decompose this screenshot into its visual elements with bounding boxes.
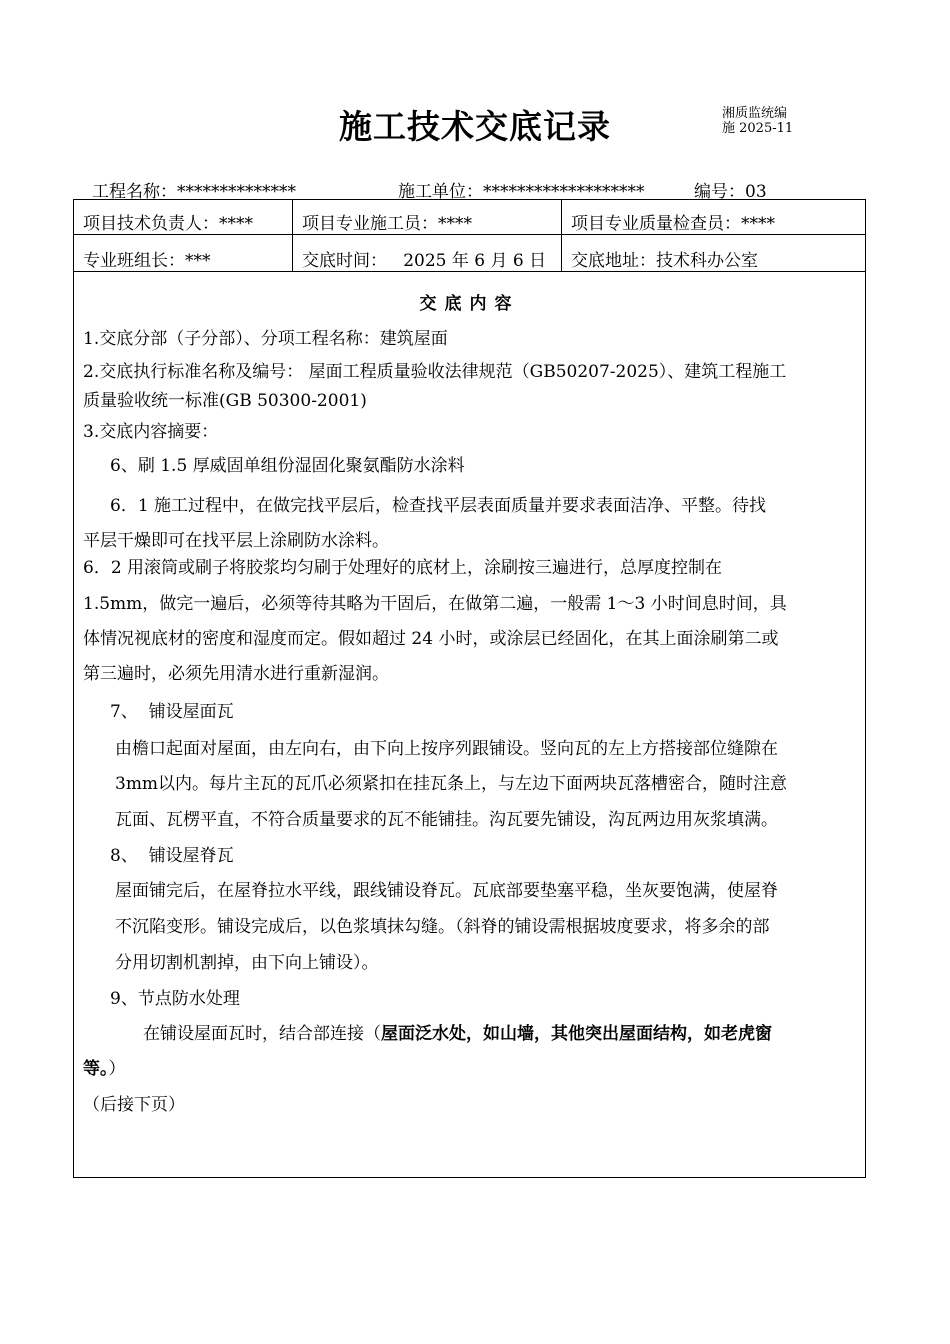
document-title: 施工技术交底记录: [339, 107, 611, 146]
briefing-date: 交底时间： 2025 年 6 月 6 日: [302, 251, 547, 271]
form-code-line1: 湘质监统编: [722, 106, 788, 121]
row-divider: [74, 234, 865, 235]
record-table: [73, 199, 866, 1178]
section-6-2-line-3: 体情况视底材的密度和湿度而定。假如超过 24 小时，或涂层已经固化，在其上面涂刷第二或: [83, 629, 779, 649]
item-2-line-1: 2.交底执行标准名称及编号： 屋面工程质量验收法律规范（GB50207-2025）、建筑工程施工: [83, 362, 787, 382]
item-3: 3.交底内容摘要：: [83, 422, 219, 442]
section-9-line-2: [83, 1054, 126, 1079]
row-divider: [74, 271, 865, 272]
section-7-title: 7、 铺设屋面瓦: [110, 702, 234, 722]
content-heading: 交底内容: [419, 294, 520, 314]
section-7-line-1: 由檐口起面对屋面，由左向右，由下向上按序列跟铺设。竖向瓦的左上方搭接部位缝隙在: [115, 739, 778, 759]
section-6-2-line-1: 6．2 用滚筒或刷子将胶浆均匀刷于处理好的底材上，涂刷按三遍进行，总厚度控制在: [83, 558, 723, 578]
site-engineer: 项目专业施工员：****: [302, 214, 472, 234]
record-number: 编号：03: [694, 182, 767, 202]
form-code-line2: 施 2025-11: [722, 121, 794, 136]
construction-unit: 施工单位：*******************: [398, 182, 645, 202]
section-9-line-1: [143, 1019, 772, 1044]
section-9-title: 9、节点防水处理: [110, 989, 240, 1009]
section-7-line-2: 3mm以内。每片主瓦的瓦爪必须紧扣在挂瓦条上，与左边下面两块瓦落槽密合，随时注意: [115, 774, 788, 794]
quality-inspector: 项目专业质量检查员：****: [571, 214, 775, 234]
section-6-1-line-1: 6．1 施工过程中，在做完找平层后，检查找平层表面质量并要求表面洁净、平整。待找: [110, 496, 767, 516]
section-6-2-line-4: 第三遍时，必须先用清水进行重新湿润。: [83, 664, 389, 684]
section-8-line-2: 不沉陷变形。铺设完成后，以色浆填抹勾缝。（斜脊的铺设需根据坡度要求，将多余的部: [115, 917, 770, 937]
section-6-title: 6、刷 1.5 厚威固单组份湿固化聚氨酯防水涂料: [110, 456, 465, 476]
section-8-line-3: 分用切割机割掉，由下向上铺设）。: [115, 953, 379, 973]
section-8-title: 8、 铺设屋脊瓦: [110, 846, 234, 866]
column-divider: [561, 200, 562, 271]
form-code: [722, 106, 793, 136]
briefing-location: 交底地址：技术科办公室: [571, 251, 758, 271]
continued-note: （后接下页）: [83, 1095, 185, 1115]
project-name: 工程名称：**************: [92, 182, 296, 202]
section-6-1-line-2: 平层干燥即可在找平层上涂刷防水涂料。: [83, 531, 389, 551]
section-9-line-1-emphasis: 屋面泛水处，如山墙，其他突出屋面结构，如老虎窗: [381, 1024, 772, 1044]
section-8-line-1: 屋面铺完后，在屋脊拉水平线，跟线铺设脊瓦。瓦底部要垫塞平稳，坐灰要饱满，使屋脊: [115, 881, 778, 901]
section-9-line-2-emphasis: 等。: [83, 1059, 109, 1079]
section-9-line-2-text: ）: [108, 1059, 126, 1079]
column-divider: [292, 200, 293, 271]
section-6-2-line-2: 1.5mm，做完一遍后，必须等待其略为干固后，在做第二遍，一般需 1～3 小时间息时间，具: [83, 594, 787, 614]
item-1: 1.交底分部（子分部）、分项工程名称：建筑屋面: [83, 329, 448, 349]
item-2-line-2: 质量验收统一标准(GB 50300-2001): [83, 391, 367, 411]
tech-director: 项目技术负责人：****: [83, 214, 253, 234]
section-9-line-1-text: 在铺设屋面瓦时，结合部连接（: [143, 1024, 381, 1044]
team-leader: 专业班组长：***: [83, 251, 211, 271]
section-7-line-3: 瓦面、瓦楞平直，不符合质量要求的瓦不能铺挂。沟瓦要先铺设，沟瓦两边用灰浆填满。: [115, 810, 778, 830]
